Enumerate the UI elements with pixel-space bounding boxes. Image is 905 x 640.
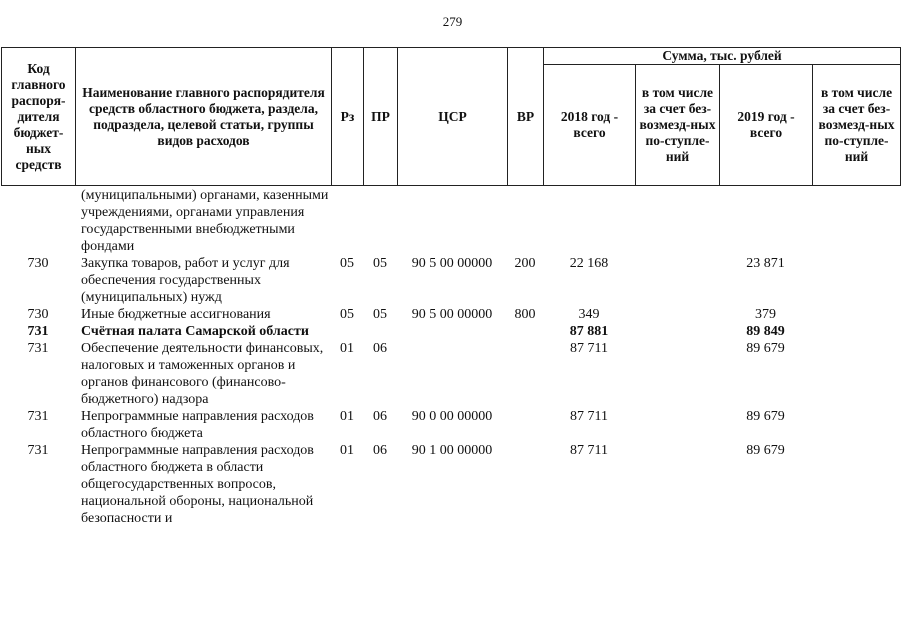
cell-2018-grants bbox=[635, 187, 719, 255]
table-row bbox=[1, 340, 900, 408]
header-kod: Код главного распоря-дителя бюджет-ных средств bbox=[2, 48, 76, 186]
cell-2019-grants bbox=[812, 323, 900, 340]
cell-kod: 731 bbox=[27, 341, 49, 356]
header-2019-grants: в том числе за счет без-возмезд-ных по-ступле-ний bbox=[813, 65, 901, 186]
table-row bbox=[1, 442, 900, 527]
cell-name: Закупка товаров, работ и услуг для обеспечения государственных (муниципальных) нужд bbox=[81, 256, 290, 305]
cell-csr bbox=[397, 340, 507, 408]
header-name: Наименование главного распорядителя средств областного бюджета, раздела, подраздела, целевой статьи, группы видов расходов bbox=[76, 48, 332, 186]
cell-pr: 06 bbox=[373, 341, 387, 356]
cell-name: Обеспечение деятельности финансовых, налоговых и таможенных органов и органов финансового (финансово-бюджетного) надзора bbox=[81, 341, 324, 407]
cell-rz: 01 bbox=[340, 341, 354, 356]
table-header bbox=[1, 47, 901, 186]
cell-vr bbox=[507, 340, 543, 408]
cell-2018-grants bbox=[635, 442, 719, 527]
cell-2018-grants bbox=[635, 306, 719, 323]
cell-2018-grants bbox=[635, 340, 719, 408]
header-2019-total: 2019 год - всего bbox=[720, 65, 813, 186]
cell-2018-grants bbox=[635, 255, 719, 306]
header-csr: ЦСР bbox=[398, 48, 508, 186]
header-2018-grants: в том числе за счет без-возмезд-ных по-ступле-ний bbox=[636, 65, 720, 186]
cell-2019-grants bbox=[812, 187, 900, 255]
cell-2019-total: 89 849 bbox=[746, 324, 785, 339]
cell-csr bbox=[397, 187, 507, 255]
cell-vr: 800 bbox=[514, 307, 536, 322]
cell-2019-grants bbox=[812, 442, 900, 527]
cell-csr: 90 5 00 00000 bbox=[411, 307, 493, 322]
cell-vr bbox=[507, 408, 543, 442]
cell-rz: 05 bbox=[340, 307, 354, 322]
cell-kod: 730 bbox=[27, 256, 49, 271]
cell-rz bbox=[331, 187, 363, 255]
cell-2019-grants bbox=[812, 408, 900, 442]
cell-rz: 01 bbox=[340, 443, 354, 458]
cell-2019-total: 89 679 bbox=[746, 341, 785, 356]
cell-rz: 05 bbox=[340, 256, 354, 271]
cell-2019-grants bbox=[812, 306, 900, 323]
cell-2018-grants bbox=[635, 323, 719, 340]
header-sum: Сумма, тыс. рублей bbox=[544, 48, 901, 65]
cell-2018-total bbox=[543, 187, 635, 255]
table-row bbox=[1, 408, 900, 442]
cell-kod: 731 bbox=[27, 324, 49, 339]
table-row bbox=[1, 255, 900, 306]
header-pr: ПР bbox=[364, 48, 398, 186]
cell-2018-total: 87 711 bbox=[570, 341, 608, 356]
cell-kod bbox=[1, 187, 75, 255]
cell-rz bbox=[331, 323, 363, 340]
cell-2019-total: 23 871 bbox=[746, 256, 785, 271]
cell-2018-total: 22 168 bbox=[569, 256, 609, 271]
cell-2019-total: 89 679 bbox=[746, 409, 785, 424]
cell-2019-grants bbox=[812, 255, 900, 306]
header-rz: Рз bbox=[332, 48, 364, 186]
cell-name: Иные бюджетные ассигнования bbox=[81, 307, 271, 322]
table-body bbox=[1, 187, 900, 527]
cell-name: Непрограммные направления расходов областного бюджета bbox=[81, 409, 314, 441]
page-number: 279 bbox=[442, 14, 463, 29]
cell-name: Непрограммные направления расходов областного бюджета в области общегосударственных вопросов, национальной обороны, национальной безопасности и bbox=[81, 443, 314, 526]
header-2018-total: 2018 год - всего bbox=[544, 65, 636, 186]
cell-2019-total: 379 bbox=[755, 307, 776, 322]
cell-vr: 200 bbox=[514, 256, 536, 271]
cell-kod: 730 bbox=[27, 307, 49, 322]
cell-pr bbox=[363, 187, 397, 255]
table-row bbox=[1, 306, 900, 323]
cell-2019-grants bbox=[812, 340, 900, 408]
cell-2019-total bbox=[719, 187, 812, 255]
cell-2018-grants bbox=[635, 408, 719, 442]
cell-kod: 731 bbox=[27, 409, 49, 424]
header-vr: ВР bbox=[508, 48, 544, 186]
cell-pr: 05 bbox=[373, 256, 387, 271]
cell-name: Счётная палата Самарской области bbox=[81, 324, 309, 339]
cell-csr: 90 5 00 00000 bbox=[411, 256, 493, 271]
cell-2018-total: 87 881 bbox=[569, 324, 609, 339]
cell-vr bbox=[507, 442, 543, 527]
cell-pr: 05 bbox=[373, 307, 387, 322]
cell-2019-total: 89 679 bbox=[746, 443, 785, 458]
cell-vr bbox=[507, 323, 543, 340]
cell-csr: 90 0 00 00000 bbox=[411, 409, 493, 424]
cell-pr bbox=[363, 323, 397, 340]
cell-2018-total: 349 bbox=[578, 307, 600, 322]
cell-pr: 06 bbox=[373, 443, 387, 458]
cell-rz: 01 bbox=[340, 409, 354, 424]
cell-pr: 06 bbox=[373, 409, 387, 424]
cell-name: (муниципальными) органами, казенными учреждениями, органами управления государственными внебюджетными фондами bbox=[81, 188, 329, 254]
cell-vr bbox=[507, 187, 543, 255]
cell-kod: 731 bbox=[27, 443, 49, 458]
cell-2018-total: 87 711 bbox=[570, 409, 608, 424]
cell-csr: 90 1 00 00000 bbox=[411, 443, 493, 458]
cell-2018-total: 87 711 bbox=[570, 443, 608, 458]
cell-csr bbox=[397, 323, 507, 340]
table-row bbox=[1, 323, 900, 340]
table-row bbox=[1, 187, 900, 255]
